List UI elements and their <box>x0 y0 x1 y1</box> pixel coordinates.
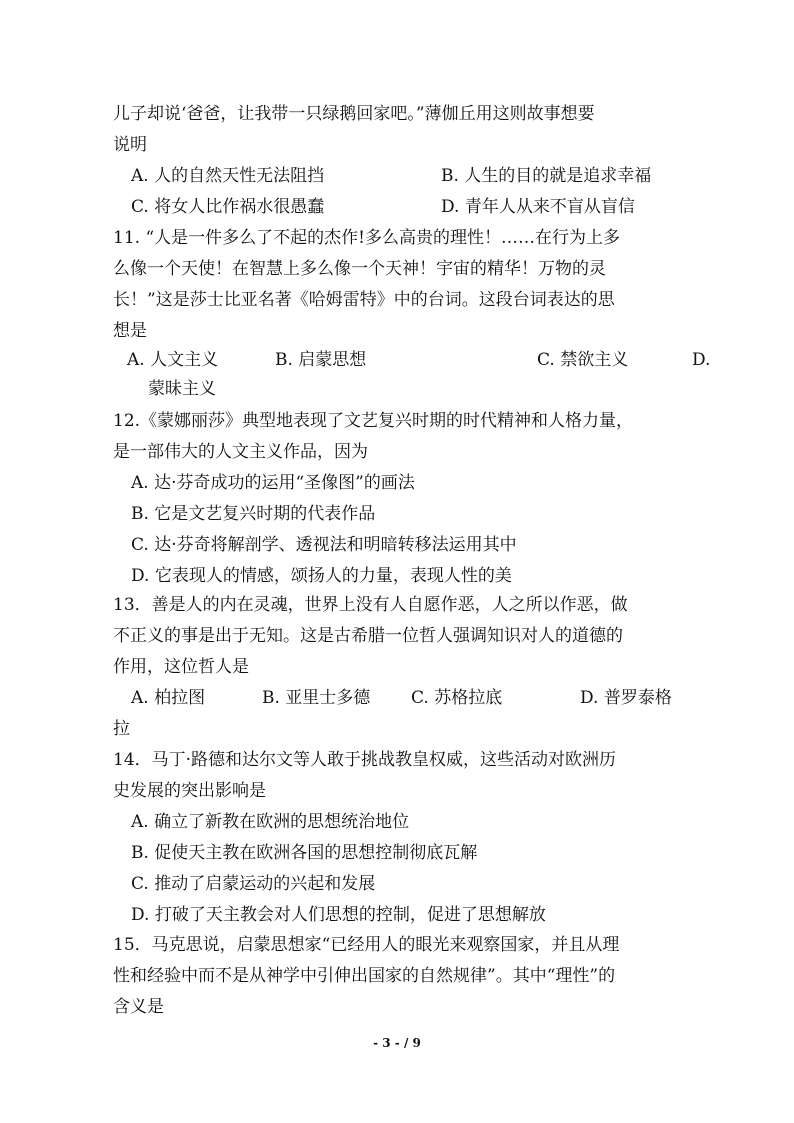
q14-option-b: B. 促使天主教在欧洲各国的思想控制彻底瓦解 <box>131 843 478 863</box>
q10-option-c: C. 将女人比作祸水很愚蠢 <box>131 197 325 217</box>
q10-stem-line-2: 说明 <box>113 135 147 155</box>
q10-option-a: A. 人的自然天性无法阻挡 <box>131 166 325 186</box>
q15-stem-line-3: 含义是 <box>113 997 164 1017</box>
q12-stem-line-2: 是一部伟大的人文主义作品，因为 <box>113 442 368 462</box>
q15-stem-line-1: 15．马克思说，启蒙思想家“已经用人的眼光来观察国家，并且从理 <box>113 935 620 955</box>
q13-option-d-cont: 拉 <box>113 719 130 739</box>
q12-option-b: B. 它是文艺复兴时期的代表作品 <box>131 504 376 524</box>
q12-option-a: A. 达·芬奇成功的运用“圣像图”的画法 <box>131 473 415 493</box>
q14-stem-line-1: 14．马丁·路德和达尔文等人敢于挑战教皇权威，这些活动对欧洲历 <box>113 750 617 770</box>
q11-stem-line-4: 想是 <box>113 321 147 341</box>
q13-stem-line-1: 13．善是人的内在灵魂，世界上没有人自愿作恶，人之所以作恶，做 <box>113 595 628 615</box>
q15-stem-line-2: 性和经验中而不是从神学中引伸出国家的自然规律”。其中“理性”的 <box>113 966 616 986</box>
q11-stem-line-1: 11. “人是一件多么了不起的杰作!多么高贵的理性！……在行为上多 <box>113 228 620 248</box>
q11-option-a: A. 人文主义 <box>127 350 219 370</box>
q12-option-d: D. 它表现人的情感，颂扬人的力量，表现人性的美 <box>131 566 512 586</box>
q13-option-b: B. 亚里士多德 <box>262 688 371 708</box>
q10-option-d: D. 青年人从来不盲从盲信 <box>441 197 635 217</box>
q11-option-d-letter: D. <box>692 350 711 370</box>
q12-option-c: C. 达·芬奇将解剖学、透视法和明暗转移法运用其中 <box>131 535 517 555</box>
q12-stem-line-1: 12.《蒙娜丽莎》典型地表现了文艺复兴时期的时代精神和人格力量， <box>113 411 634 431</box>
q11-option-c: C. 禁欲主义 <box>537 350 629 370</box>
q11-option-b: B. 启蒙思想 <box>275 350 367 370</box>
q10-option-b: B. 人生的目的就是追求幸福 <box>441 166 652 186</box>
q14-stem-line-2: 史发展的突出影响是 <box>113 781 266 801</box>
q13-stem-line-3: 作用，这位哲人是 <box>113 657 249 677</box>
q14-option-d: D. 打破了天主教会对人们思想的控制，促进了思想解放 <box>131 905 546 925</box>
q14-option-c: C. 推动了启蒙运动的兴起和发展 <box>131 874 376 894</box>
q13-option-a: A. 柏拉图 <box>131 688 206 708</box>
q14-option-a: A. 确立了新教在欧洲的思想统治地位 <box>131 812 410 832</box>
page-number: - 3 - / 9 <box>373 1036 421 1050</box>
q13-stem-line-2: 不正义的事是出于无知。这是古希腊一位哲人强调知识对人的道德的 <box>113 626 623 646</box>
q11-option-d-text: 蒙昧主义 <box>148 379 216 399</box>
q10-stem-line-1: 儿子却说‘爸爸，让我带一只绿鹅回家吧。”薄伽丘用这则故事想要 <box>113 104 595 124</box>
q11-stem-line-2: 么像一个天使！在智慧上多么像一个天神！宇宙的精华！万物的灵 <box>113 259 606 279</box>
q11-stem-line-3: 长！”这是莎士比亚名著《哈姆雷特》中的台词。这段台词表达的思 <box>113 290 615 310</box>
q13-option-c: C. 苏格拉底 <box>411 688 503 708</box>
q13-option-d: D. 普罗泰格 <box>580 688 672 708</box>
